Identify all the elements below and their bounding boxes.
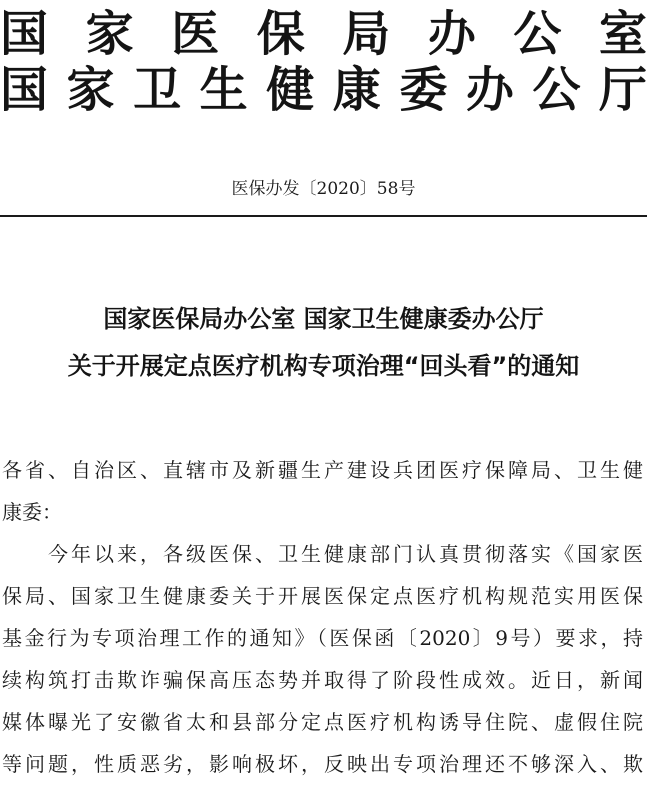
body-line-2: 康委：	[2, 500, 62, 524]
document-number: 医保办发〔2020〕58号	[231, 179, 416, 199]
issuing-office-1: 国 家 医 保 局 办 公 室	[0, 6, 647, 62]
body-line-8: 等问题，性质恶劣，影响极坏，反映出专项治理还不够深入、欺	[2, 752, 643, 776]
document-title-line-2: 关于开展定点医疗机构专项治理“回头看”的通知	[67, 352, 580, 380]
body-line-4: 保局、国家卫生健康委关于开展医保定点医疗机构规范实用医保	[2, 584, 643, 608]
body-line-1: 各省、自治区、直辖市及新疆生产建设兵团医疗保障局、卫生健	[2, 458, 643, 482]
body-line-5: 基金行为专项治理工作的通知》（医保函〔2020〕9号）要求，持	[2, 626, 643, 650]
issuing-office-2: 国 家 卫 生 健 康 委 办 公 厅	[0, 62, 647, 118]
document-title-line-1: 国家医保局办公室 国家卫生健康委办公厅	[103, 305, 544, 333]
header-divider	[0, 215, 647, 217]
body-line-7: 媒体曝光了安徽省太和县部分定点医疗机构诱导住院、虚假住院	[2, 710, 643, 734]
body-line-6: 续构筑打击欺诈骗保高压态势并取得了阶段性成效。近日，新闻	[2, 668, 643, 692]
body-line-3: 今年以来，各级医保、卫生健康部门认真贯彻落实《国家医	[2, 542, 643, 566]
